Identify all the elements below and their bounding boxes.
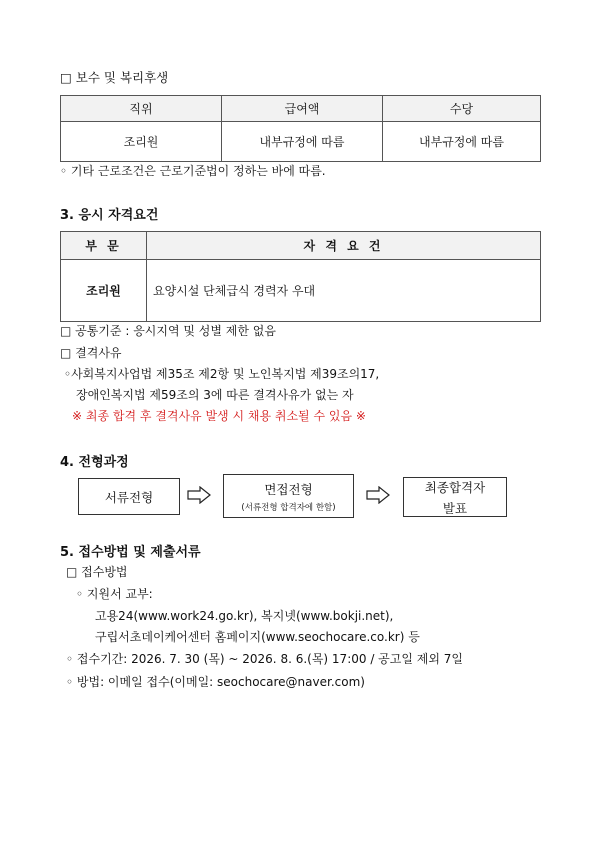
- process-step-document-label: 서류전형: [104, 489, 154, 505]
- disqualification-title: □ 결격사유: [60, 346, 122, 360]
- qual-cell-requirement: 요양시설 단체급식 경력자 우대: [147, 260, 541, 322]
- pay-header-allowance: 수당: [383, 96, 541, 122]
- process-step-final: [403, 477, 507, 517]
- pay-table: [60, 95, 541, 162]
- posting-line-1: 고용24(www.work24.go.kr), 복지넷(www.bokji.net),: [95, 609, 394, 623]
- disqualification-line-1: ◦사회복지사업법 제35조 제2항 및 노인복지법 제39조의17,: [64, 367, 380, 381]
- common-criteria: □ 공통기준 : 응시지역 및 성별 제한 없음: [60, 324, 276, 338]
- posting-line-2: 구립서초데이케어센터 홈페이지(www.seochocare.co.kr) 등: [95, 630, 420, 644]
- application-email: ◦ 방법: 이메일 접수(이메일: seochocare@naver.com): [66, 675, 365, 689]
- posting-title: ◦ 지원서 교부:: [76, 587, 153, 601]
- cancellation-warning: ※ 최종 합격 후 결격사유 발생 시 채용 취소될 수 있음 ※: [72, 409, 366, 423]
- disqualification-line-2: 장애인복지법 제59조의 3에 따른 결격사유가 없는 자: [76, 388, 354, 402]
- pay-cell-salary: 내부규정에 따름: [222, 122, 383, 162]
- process-step-interview-label: 면접전형: [264, 481, 313, 497]
- pay-cell-position: 조리원: [61, 122, 222, 162]
- process-step-interview-note: (서류전형 합격자에 한함): [241, 502, 336, 513]
- pay-header-salary: 급여액: [222, 96, 383, 122]
- pay-cell-allowance: 내부규정에 따름: [383, 122, 541, 162]
- pay-section-title: □ 보수 및 복리후생: [60, 70, 169, 85]
- process-step-document: [78, 478, 180, 515]
- qual-cell-dept: 조리원: [61, 260, 147, 322]
- application-method-title: □ 접수방법: [66, 565, 128, 579]
- right-arrow-icon: [366, 486, 390, 504]
- process-step-final-line-2: 발표: [442, 500, 468, 516]
- right-arrow-icon: [187, 486, 211, 504]
- qual-header-dept: 부 문: [61, 232, 147, 260]
- application-period: ◦ 접수기간: 2026. 7. 30 (목) ~ 2026. 8. 6.(목) 17:00 / 공고일 제외 7일: [66, 652, 463, 666]
- qual-header-requirement: 자 격 요 건: [147, 232, 541, 260]
- qualification-table: [60, 231, 541, 322]
- pay-header-position: 직위: [61, 96, 222, 122]
- process-step-interview: [223, 474, 354, 518]
- pay-note: ◦ 기타 근로조건은 근로기준법이 정하는 바에 따름.: [60, 164, 326, 178]
- application-heading: 5. 접수방법 및 제출서류: [60, 545, 201, 560]
- process-heading: 4. 전형과정: [60, 455, 129, 470]
- qualification-heading: 3. 응시 자격요건: [60, 208, 159, 223]
- process-step-final-line-1: 최종합격자: [424, 479, 486, 495]
